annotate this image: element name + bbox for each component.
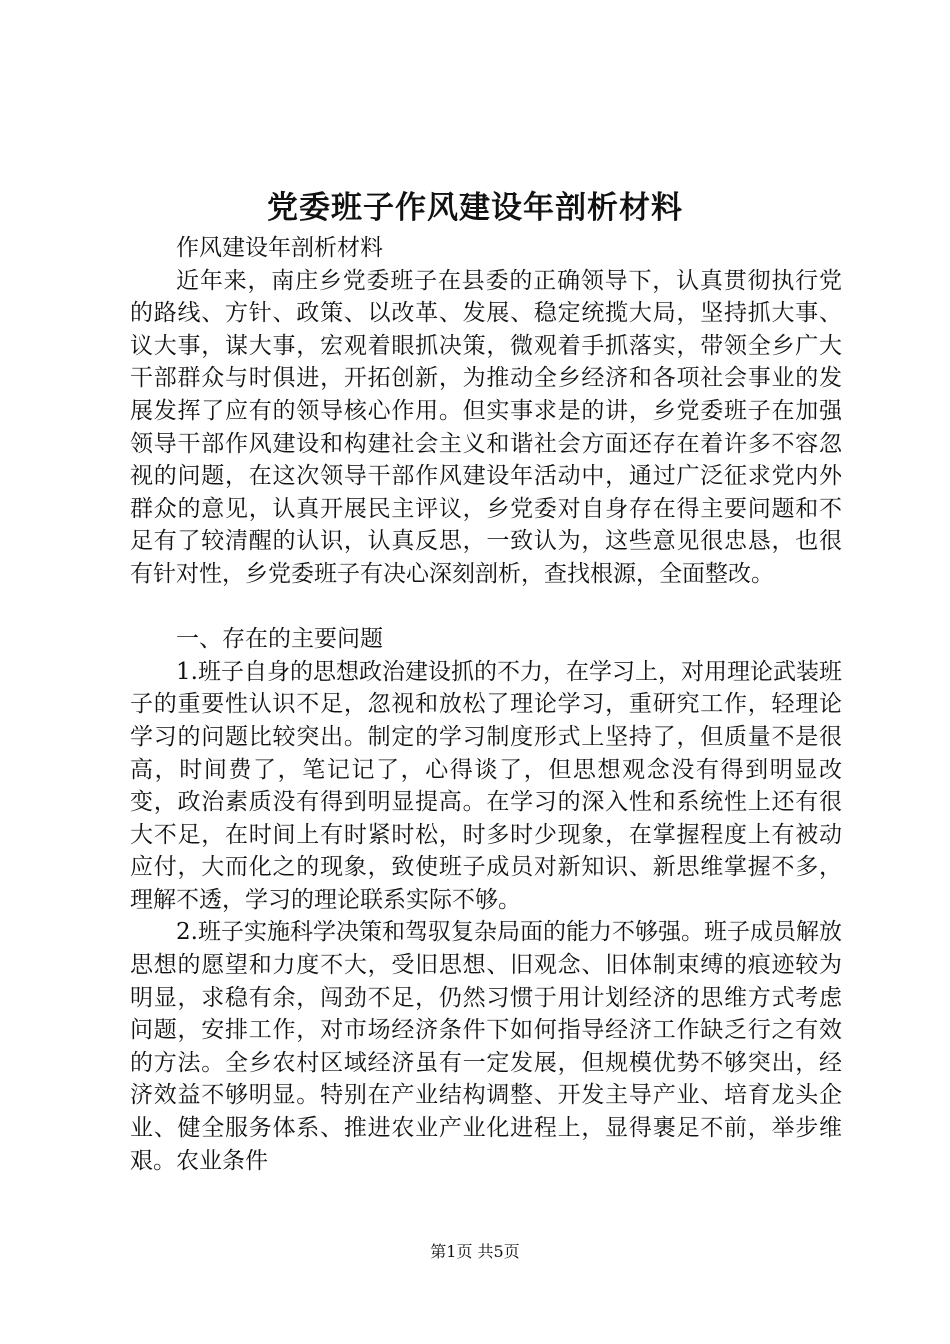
- paragraph-item-1: 1.班子自身的思想政治建设抓的不力，在学习上，对用理论武装班子的重要性认识不足，忽视和放松了理论学习，重研究工作，轻理论学习的问题比较突出。制定的学习制度形式上坚持了，但质量不是很高，时间费了，笔记记了，心得谈了，但思想观念没有得到明显改变，政治素质没有得到明显提高。在学习的深入性和系统性上还有很大不足，在时间上有时紧时松，时多时少现象，在掌握程度上有被动应付，大而化之的现象，致使班子成员对新知识、新思维掌握不多，理解不透，学习的理论联系实际不够。: [130, 658, 842, 913]
- page-number-footer: 第1页 共5页: [430, 1242, 520, 1261]
- paragraph-intro: 近年来，南庄乡党委班子在县委的正确领导下，认真贯彻执行党的路线、方针、政策、以改革、发展、稳定统揽大局，坚持抓大事、议大事，谋大事，宏观着眼抓决策，微观着手抓落实，带领全乡广大干部群众与时俱进，开拓创新，为推动全乡经济和各项社会事业的发展发挥了应有的领导核心作用。但实事求是的讲，乡党委班子在加强领导干部作风建设和构建社会主义和谐社会方面还存在着许多不容忽视的问题，在这次领导干部作风建设年活动中，通过广泛征求党内外群众的意见，认真开展民主评议，乡党委对自身存在得主要问题和不足有了较清醒的认识，认真反思，一致认为，这些意见很忠恳，也很有针对性，乡党委班子有决心深刻剖析，查找根源，全面整改。: [130, 267, 842, 587]
- document-body: [130, 232, 842, 1177]
- document-title: 党委班子作风建设年剖析材料: [267, 190, 683, 226]
- paragraph-subtitle: 作风建设年剖析材料: [176, 235, 383, 261]
- section-heading: 一、存在的主要问题: [176, 626, 383, 653]
- paragraph-spacer: [130, 591, 842, 624]
- paragraph-item-2: 2.班子实施科学决策和驾驭复杂局面的能力不够强。班子成员解放思想的愿望和力度不大，受旧思想、旧观念、旧体制束缚的痕迹较为明显，求稳有余，闯劲不足，仍然习惯于用计划经济的思维方式考虑问题，安排工作，对市场经济条件下如何指导经济工作缺乏行之有效的方法。全乡农村区域经济虽有一定发展，但规模优势不够突出，经济效益不够明显。特别在产业结构调整、开发主导产业、培育龙头企业、健全服务体系、推进农业产业化进程上，显得裹足不前，举步维艰。农业条件: [130, 919, 842, 1174]
